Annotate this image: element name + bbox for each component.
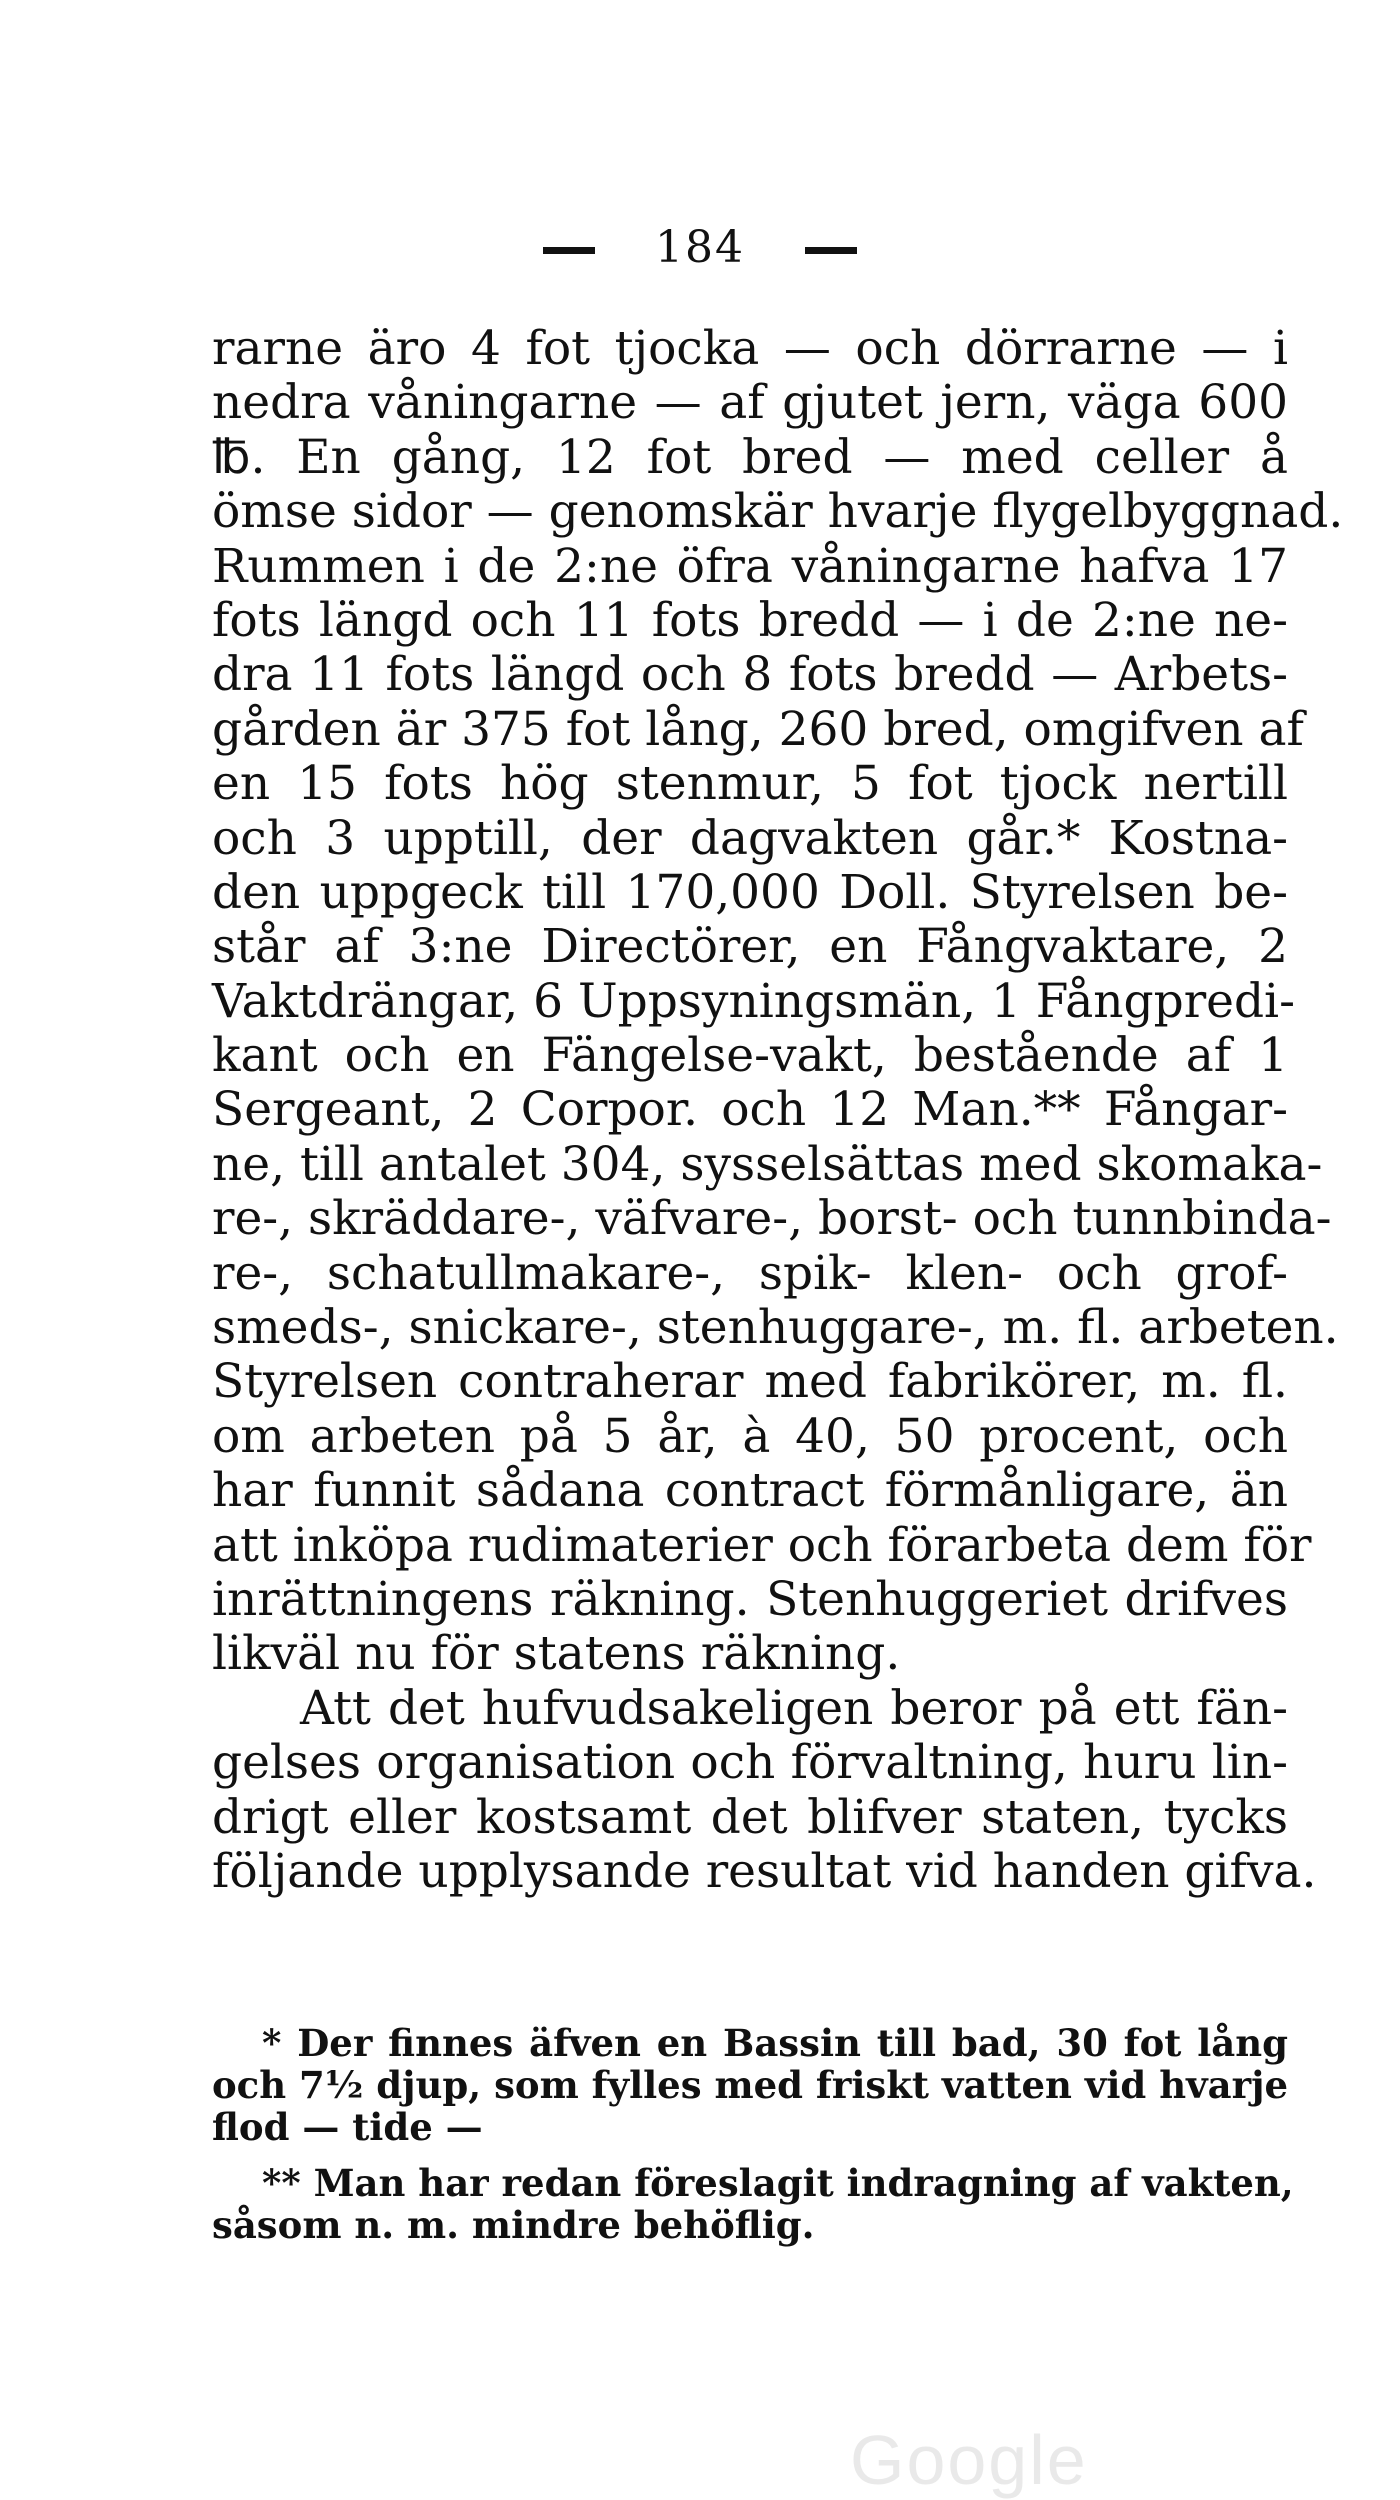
text-line: står af 3:ne Directörer, en Fångvaktare, 2 [212, 919, 1288, 975]
header-dash-right [805, 247, 857, 254]
footnote-line: * Der finnes äfven en Bassin till bad, 30 fot lång [262, 2021, 1288, 2065]
text-line: kant och en Fängelse-vakt, bestående af 1 [212, 1028, 1288, 1084]
text-line: dra 11 fots längd och 8 fots bredd — Arbets- [212, 647, 1288, 703]
text-line: att inköpa rudimaterier och förarbeta dem för [212, 1517, 1312, 1573]
text-line: gården är 375 fot lång, 260 bred, omgifven af [212, 701, 1304, 757]
main-text [212, 321, 1344, 1899]
text-line: inrättningens räkning. Stenhuggeriet drifves [212, 1571, 1288, 1627]
text-line: likväl nu för statens räkning. [212, 1626, 901, 1682]
text-line: en 15 fots hög stenmur, 5 fot tjock nertill [212, 756, 1288, 812]
page-header [0, 222, 1400, 273]
text-line: fots längd och 11 fots bredd — i de 2:ne ne- [212, 592, 1288, 648]
text-line: Styrelsen contraherar med fabrikörer, m. fl. [212, 1354, 1288, 1410]
text-line: drigt eller kostsamt det blifver staten, tycks [212, 1789, 1288, 1845]
footnote-line: och 7½ djup, som fylles med friskt vatten vid hvarje [212, 2063, 1288, 2107]
text-line: ne, till antalet 304, sysselsättas med skomaka- [212, 1136, 1323, 1192]
text-line: följande upplysande resultat vid handen gifva. [212, 1843, 1317, 1899]
header-dash-left [543, 247, 595, 254]
text-line: Vaktdrängar, 6 Uppsyningsmän, 1 Fångpredi- [212, 973, 1295, 1029]
text-line: ömse sidor — genomskär hvarje flygelbyggnad. [212, 484, 1344, 540]
text-line: rarne äro 4 fot tjocka — och dörrarne — i [212, 321, 1288, 376]
text-line: gelses organisation och förvaltning, huru lin- [212, 1735, 1288, 1791]
footnote-line: ** Man har redan föreslagit indragning af vakten, [262, 2161, 1294, 2205]
text-line: re-, skräddare-, väfvare-, borst- och tunnbinda- [212, 1191, 1332, 1247]
text-line: om arbeten på 5 år, à 40, 50 procent, och [212, 1408, 1288, 1464]
watermark-text: Google [850, 2421, 1088, 2499]
footnote-line: flod — tide — [212, 2105, 483, 2149]
text-line: den uppgeck till 170,000 Doll. Styrelsen be- [212, 864, 1288, 920]
text-line: och 3 upptill, der dagvakten går.* Kostna- [212, 810, 1288, 866]
page-number: 184 [655, 222, 745, 273]
text-line: re-, schatullmakare-, spik- klen- och grof- [212, 1245, 1288, 1301]
text-line: Rummen i de 2:ne öfra våningarne hafva 17 [212, 538, 1288, 594]
footnote-line: såsom n. m. mindre behöflig. [212, 2203, 815, 2247]
text-line: har funnit sådana contract förmånligare, än [212, 1463, 1288, 1519]
text-line: smeds-, snickare-, stenhuggare-, m. fl. arbeten. [212, 1300, 1339, 1356]
text-line: ℔. En gång, 12 fot bred — med celler å [212, 429, 1288, 485]
text-line: nedra våningarne — af gjutet jern, väga 600 [212, 375, 1288, 431]
footnotes [212, 2021, 1294, 2247]
text-line: Sergeant, 2 Corpor. och 12 Man.** Fångar- [212, 1082, 1288, 1138]
text-line: Att det hufvudsakeligen beror på ett fän- [300, 1680, 1288, 1736]
